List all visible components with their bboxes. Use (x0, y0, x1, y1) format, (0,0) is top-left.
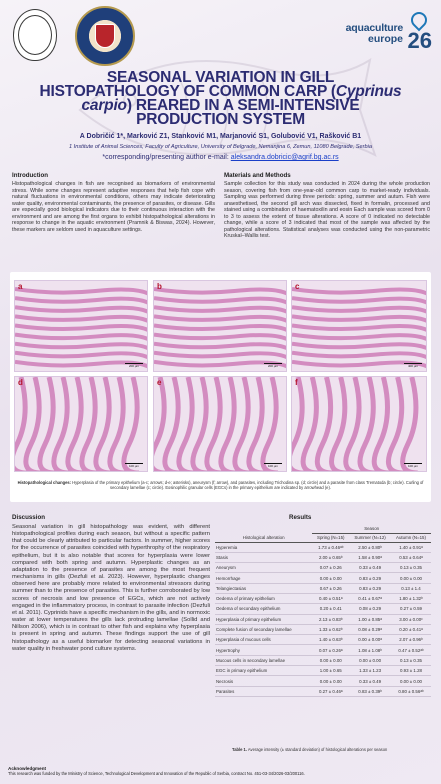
scale-bar: 100 µm (264, 463, 282, 468)
value-cell: 1.58 ± 0.90ᵃ (358, 554, 382, 560)
alteration-name-cell: Hypertrophy (216, 647, 240, 653)
ae-logo-line2: europe (367, 33, 403, 45)
results-heading: Results (289, 514, 312, 521)
section-heading: Materials and Methods (224, 172, 291, 179)
discussion-section (12, 514, 210, 653)
value-cell: 0.13 ± 1.4 (401, 585, 421, 591)
value-cell: 2.00 ± 0.65ᵇ (318, 554, 343, 560)
scale-bar: 200 µm (264, 363, 282, 368)
value-cell: 0.27 ± 0.46ᵃ (318, 688, 343, 694)
value-cell: 0.08 ± 0.29ᵃ (358, 627, 382, 633)
value-cell: 2.50 ± 0.80ᵇ (358, 544, 382, 550)
alteration-name-cell: EGC in primary epithelium (216, 668, 268, 674)
value-cell: 0.33 ± 0.49 (359, 565, 382, 571)
alteration-name-cell: Hyperplasia of primary epithelium (216, 616, 282, 622)
alteration-name-cell: Mucous cells in secondary lamellae (216, 657, 286, 663)
value-cell: 0.53 ± 0.64ᵃ (399, 554, 423, 560)
tissue-illustration (292, 281, 427, 372)
value-cell: 0.00 ± 0.00 (400, 678, 422, 684)
scale-bar: 400 µm (404, 363, 422, 368)
micrograph-b (153, 280, 287, 372)
summer-column-header: Summer (N=12) (354, 535, 386, 540)
scale-bar: 100 µm (125, 463, 143, 468)
table-row (215, 604, 431, 614)
value-cell: 0.07 ± 0.26ᵃ (318, 647, 343, 653)
micrograph-f (291, 376, 427, 472)
value-cell: 0.00 ± 0.00 (319, 657, 342, 663)
value-cell: 0.83 ± 0.29 (359, 575, 382, 581)
tissue-illustration (15, 377, 148, 472)
value-cell: 0.83 ± 0.39ᵇ (358, 688, 382, 694)
ae-logo-line1: aquaculture (345, 22, 403, 34)
alteration-name-cell: Complete fusion of secondary lamellae (216, 627, 292, 633)
value-cell: 0.33 ± 0.49 (359, 678, 382, 684)
table-row (215, 573, 431, 583)
author-email-link[interactable]: aleksandra.dobricic@agrif.bg.ac.rs (230, 154, 339, 161)
panel-label: a (18, 282, 23, 291)
faculty-seal-logo (13, 9, 57, 61)
section-heading: Introduction (12, 172, 49, 179)
micrograph-c (291, 280, 427, 372)
table-row (215, 542, 431, 552)
micrograph-a (14, 280, 148, 372)
season-header: Season (312, 524, 431, 533)
affiliation: 1 Institute of Animal Sciences, Faculty of Agriculture, University of Belgrade, Nemanjina 6, Zemun, 11080 Belgrade, Serbia (69, 144, 372, 150)
value-cell: 1.00 ± 0.85ᵃ (358, 616, 382, 622)
value-cell: 0.40 ± 0.51ᵃ (318, 596, 343, 602)
panel-label: c (295, 282, 300, 291)
scale-bar: 200 µm (125, 363, 143, 368)
alteration-name-cell: Parasites (216, 688, 235, 694)
table-row (215, 676, 431, 686)
discussion-text: Seasonal variation in gill histopathology was evident, with different histopathological profiles during each season, but without a specific pattern that could be clearly attributed to particular factors. In summer, higher scores for the occurrence of parasites coincided with hyperthrophy of the respiratory epithelium, but it is also notable that scores for hyperplasia were lower compared with both spring and autumn. Hyperplastic changes as an adaptation to the presence of parasites are among the most frequent mechanisms in gills (Dezfuli et al. 2023). However, hyperplastic changes observed here are probably more related to environmental stressors during summer than to the presence of parasites. This is further corroborated by low scores of necrosis and low presence of EGCs, which are not actively engaged in the inflammatory process, in contrast to parasite infection (Dezfuli et al. 2011). Cyprinids have a specific mechanism in the gills, and in normoxic water at lower temperatures the gills lack protruding lamellae (Sollid and Nillson 2006), which is in contrast to other fish and explains why hyperplasia is present in spring and autumn. These findings support the use of gill histopathology as a useful biomarker for detecting seasonal variations in water quality in freshwater pond culture systems. (12, 524, 210, 652)
value-cell: 0.13 ± 0.35 (400, 565, 422, 571)
section-heading: Discussion (12, 514, 46, 521)
value-cell: 3.00 ± 0.00ᶜ (399, 616, 423, 622)
panel-label: f (295, 378, 298, 387)
introduction-text: Histopathological changes in fish are recognised as biomarkers of environmental stress. While some changes represent adaptive responses that help fish cope with natural fluctuations in environmental conditions, others may indicate deteriorating water quality, environmental contaminants, the presence of parasites, or disease. Gills are especially good biological indicators due to their continuous interaction with the environment and are among the first organs to exhibit histopathological alterations in response to change in the aquatic environment (Pramnik & Biswas, 2024). However, these markers are seldom used in aquaculture settings. (12, 181, 215, 233)
table-row (215, 552, 431, 562)
table-row (215, 624, 431, 634)
alteration-column-header: Histological alteration (242, 534, 285, 540)
table-row (215, 583, 431, 593)
value-cell: 1.80 ± 1.32ᵇ (399, 596, 423, 602)
author-list: A Dobričić 1*, Marković Z1, Stanković M1, Marjanović S1, Golubović V1, Rašković B1 (79, 133, 362, 140)
value-cell: 1.33 ± 1.23 (359, 668, 382, 674)
value-cell: 0.08 ± 0.29 (359, 606, 382, 612)
micrograph-d (14, 376, 148, 472)
table-caption: Table 1. Average intensity (± standard deviation) of histological alterations per season (232, 747, 388, 752)
corresponding-author: *corresponding/presenting author e-mail: aleksandra.dobricic@agrif.bg.ac.rs (102, 154, 339, 161)
table-row (215, 593, 431, 603)
table-row (215, 666, 431, 676)
alteration-name-cell: Oedema of secondary epithelium (216, 606, 281, 612)
value-cell: 1.40 ± 0.63ᵇ (318, 637, 343, 643)
panel-label: e (157, 378, 162, 387)
micrograph-e (153, 376, 287, 472)
panel-label: b (157, 282, 162, 291)
alteration-name-cell: Telangiectasias (216, 585, 247, 591)
tissue-illustration (154, 281, 287, 372)
value-cell: 0.20 ± 0.41 (319, 606, 342, 612)
alteration-name-cell: Oedema of primary epithelium (216, 596, 275, 602)
table-row (215, 614, 431, 624)
alteration-name-cell: Stasis (216, 554, 228, 560)
value-cell: 0.00 ± 0.00 (359, 657, 382, 663)
value-cell: 0.41 ± 0.67ᵃ (358, 596, 382, 602)
value-cell: 0.47 ± 0.52ᵃᵇ (398, 647, 424, 653)
scale-bar: 100 µm (404, 463, 422, 468)
alteration-name-cell: Necrosis (216, 678, 234, 684)
spring-column-header: Spring (N=15) (317, 535, 345, 540)
alteration-name-cell: Hyperplasia of mucous cells (216, 637, 271, 643)
poster-title: SEASONAL VARIATION IN GILL HISTOPATHOLOGY OF COMMON CARP (Cyprinus carpio) REARED IN A SEMI-INTENSIVE PRODUCTION SYSTEM (39, 69, 402, 128)
value-cell: 0.13 ± 0.35 (400, 657, 422, 663)
value-cell: 0.00 ± 0.00ᵃ (358, 637, 382, 643)
table-row (215, 645, 431, 655)
value-cell: 1.40 ± 0.91ᵃ (399, 544, 423, 550)
acknowledgment: Acknowledgment This research was funded by the Ministry of Science, Technological Development and Innovation of the Republic of Serbia, contract No. 451-03-34/2026-03/200116. (8, 766, 305, 776)
value-cell: 1.08 ± 1.08ᵇ (358, 647, 382, 653)
tissue-illustration (154, 377, 287, 472)
tissue-illustration (292, 377, 427, 472)
autumn-column-header: Autumn (N=15) (396, 535, 426, 540)
value-cell: 0.27 ± 0.59 (400, 606, 422, 612)
results-table (215, 524, 431, 697)
value-cell: 2.07 ± 0.96ᵇ (399, 637, 423, 643)
panel-label: d (18, 378, 23, 387)
value-cell: 0.00 ± 0.00 (319, 575, 342, 581)
university-crest-logo (75, 6, 135, 66)
ae-logo-number: 26 (407, 28, 432, 53)
alteration-name-cell: Hemorrhage (216, 575, 241, 581)
value-cell: 2.13 ± 0.83ᵇ (318, 616, 343, 622)
alteration-name-cell: Aneurysm (216, 565, 236, 571)
value-cell: 0.00 ± 0.00 (319, 678, 342, 684)
table-row (215, 563, 431, 573)
table-row (215, 655, 431, 665)
table-row (215, 635, 431, 645)
methods-text: Sample collection for this study was conducted in 2024 during the whole production season, covering fish from one-year-old common carp to market-ready individuals. Sampling was performed during three periods: spring, summer and autum. Fish were anaesthetised, the second gill arch was dissected, fixed in formalin, processed and stained using a combination of haematoxilin and eosin Each sample was scored from 0 to 3 to assess the extent of tissue alterations. A score of 0 indicated no detectable change, while a score of 3 indicated that most of the sample was affected by the pathological alterations. Statistical analyses was conducted using the non-parametric Kruskal–Wallis test. (224, 181, 430, 239)
value-cell: 0.80 ± 0.56ᵃᵇ (398, 688, 424, 694)
tissue-illustration (15, 281, 148, 372)
value-cell: 1.33 ± 0.62ᵇ (318, 627, 343, 633)
value-cell: 0.83 ± 0.29 (359, 585, 382, 591)
alteration-name-cell: Hyperemia (216, 544, 238, 550)
table-row (215, 686, 431, 696)
methods-section (224, 172, 430, 240)
figure-caption: Histopathological changes: Hyperplasia of the primary epithelium (a-c; arrows; d-e; asterisks), aneurysm (f; arrow), and parasites, including Trichodina sp. (d; circle) and a parasite from class Trematoda (b; circle). Curling of secondary lamellae (c; circle). Eosinophilic granular cells (EGCs) in the primary epithelium are indicated by arrowhead (e). (17, 480, 424, 490)
value-cell: 1.00 ± 0.65 (319, 668, 342, 674)
value-cell: 0.67 ± 0.26 (319, 585, 342, 591)
value-cell: 0.07 ± 0.26 (319, 565, 342, 571)
value-cell: 1.73 ± 0.46ᵃᵇ (318, 544, 344, 550)
value-cell: 0.93 ± 1.28 (400, 668, 422, 674)
introduction-section (12, 172, 215, 233)
value-cell: 0.00 ± 0.00 (400, 575, 422, 581)
value-cell: 0.20 ± 0.41ᵃ (399, 627, 423, 633)
